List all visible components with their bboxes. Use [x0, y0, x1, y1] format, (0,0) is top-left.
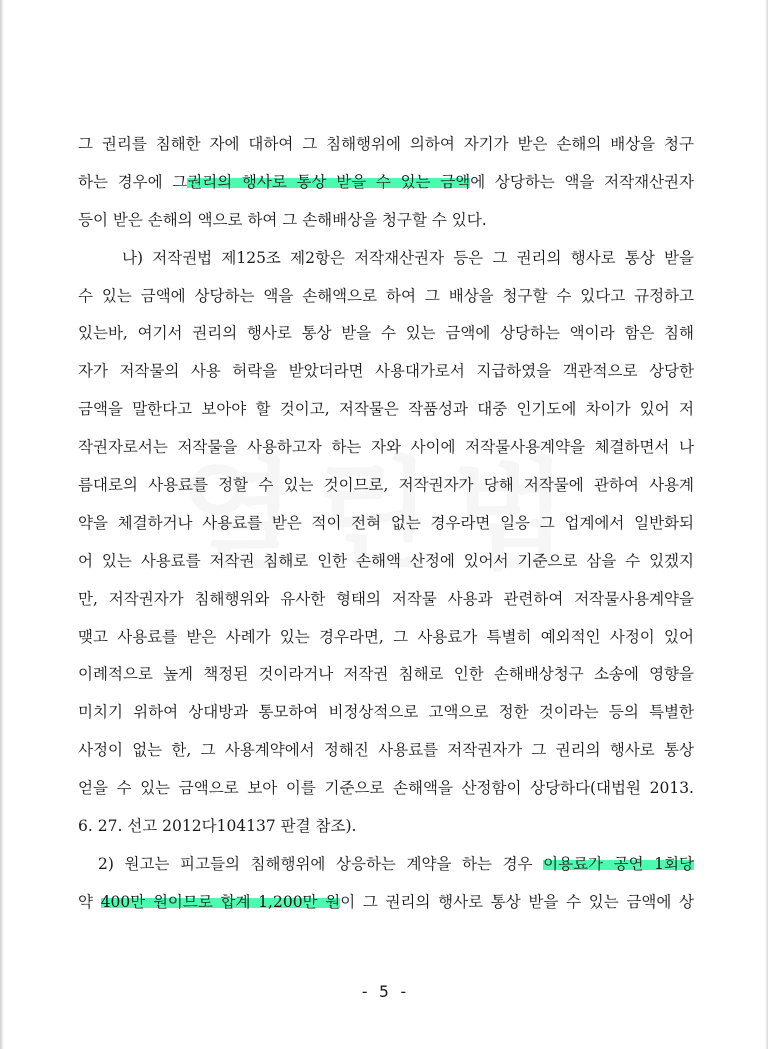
- line-text: 하는 경우에 그: [78, 172, 188, 191]
- body-line: 있는바, 여기서 권리의 행사로 통상 받을 수 있는 금액에 상당하는 액이라 함은 침해: [78, 324, 694, 343]
- line-text: 약: [78, 892, 101, 911]
- paragraph-start-line: [78, 846, 694, 884]
- body-line: 작권자로서는 저작물을 사용하고자 하는 자와 사이에 저작물사용계약을 체결하면서 나: [78, 438, 694, 457]
- body-line: 사정이 없는 한, 그 사용계약에서 정해진 사용료를 저작권자가 그 권리의 행사로 통상: [78, 741, 694, 760]
- highlighted-text: 이용료가 공연 1회당: [543, 854, 694, 873]
- body-line: 그 권리를 침해한 자에 대하여 그 침해행위에 의하여 자기가 받은 손해의 배상을 청구: [78, 135, 694, 153]
- body-line: 만, 저작권자가 침해행위와 유사한 형태의 저작물 사용과 관련하여 저작물사용계약을: [78, 589, 694, 608]
- line-text: 이 그 권리의 행사로 통상 받을 수 있는 금액에 상: [340, 892, 694, 911]
- body-line: 어 있는 사용료를 저작권 침해로 인한 손해액 산정에 있어서 기준으로 삼을 수 있겠지: [78, 551, 694, 570]
- page-edge-shadow-left: [0, 0, 4, 1049]
- body-line: 약을 체결하거나 사용료를 받은 적이 전혀 없는 경우라면 일응 그 업계에서 일반화되: [78, 513, 694, 532]
- body-line: [78, 164, 694, 202]
- highlighted-text: 400만 원이므로 합계 1,200만 원: [100, 892, 341, 911]
- body-line: 이례적으로 높게 책정된 것이라거나 저작권 침해로 인한 손해배상청구 소송에 영향을: [78, 665, 694, 684]
- highlighted-text: 권리의 행사로 통상 받을 수 있는 금액: [187, 172, 471, 191]
- body-line: 얻을 수 있는 금액으로 보아 이를 기준으로 손해액을 산정함이 상당하다(대법원 2013.: [78, 779, 694, 798]
- paragraph-start-line: 나) 저작권법 제125조 제2항은 저작재산권자 등은 그 권리의 행사로 통상 받을: [122, 248, 694, 267]
- line-text: 2) 원고는 피고들의 침해행위에 상응하는 계약을 하는 경우: [98, 854, 544, 873]
- body-line: 미치기 위하여 상대방과 통모하여 비정상적으로 고액으로 정한 것이라는 등의 특별한: [78, 703, 694, 722]
- document-body: [78, 126, 694, 922]
- body-line: 름대로의 사용료를 정할 수 있는 것이므로, 저작권자가 당해 저작물에 관하여 사용계: [78, 476, 694, 495]
- body-line: 금액을 말한다고 보아야 할 것이고, 저작물은 작품성과 대중 인기도에 차이가 있어 저: [78, 400, 694, 419]
- line-text: 에 상당하는 액을 저작재산권자: [470, 172, 694, 191]
- body-line: 수 있는 금액에 상당하는 액을 손해액으로 하여 그 배상을 청구할 수 있다고 규정하고: [78, 286, 694, 305]
- body-line: 6. 27. 선고 2012다104137 판결 참조).: [78, 817, 357, 836]
- page-number: - 5 -: [359, 982, 409, 1001]
- body-line: 맺고 사용료를 받은 사례가 있는 경우라면, 그 사용료가 특별히 예외적인 사정이 있어: [78, 627, 694, 646]
- body-line: [78, 884, 694, 922]
- body-line: 자가 저작물의 사용 허락을 받았더라면 사용대가로서 지급하였을 객관적으로 상당한: [78, 362, 694, 381]
- body-line: 등이 받은 손해의 액으로 하여 그 손해배상을 청구할 수 있다.: [78, 210, 487, 229]
